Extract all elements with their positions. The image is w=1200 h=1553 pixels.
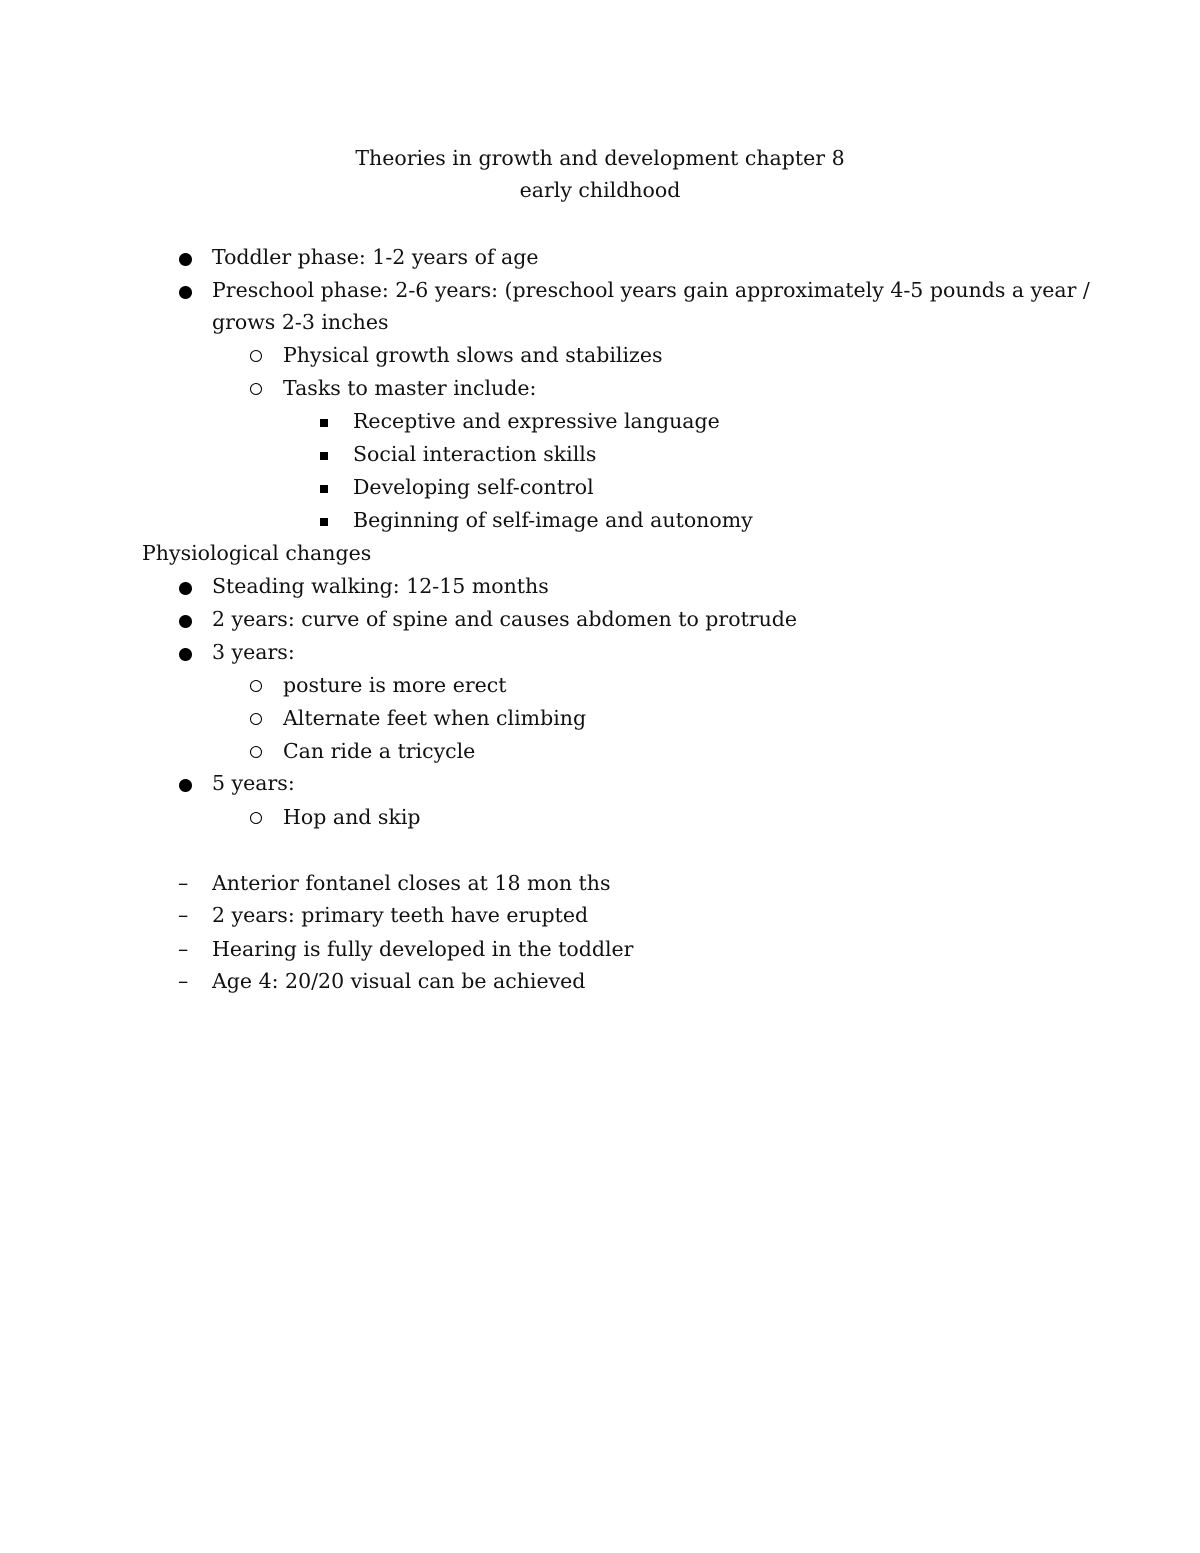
list-item-three-years-sub: Alternate feet when climbing [283, 706, 587, 730]
bullet-circle [250, 713, 262, 725]
list-item-physical-growth: Physical growth slows and stabilizes [283, 343, 663, 367]
bullet-circle [250, 383, 262, 395]
list-item-task: Receptive and expressive language [353, 409, 720, 433]
list-item-preschool-continued: grows 2-3 inches [212, 310, 389, 334]
list-item-task: Developing self-control [353, 475, 594, 499]
dash-list-item: 2 years: primary teeth have erupted [212, 903, 589, 927]
dash-list-item: Hearing is fully developed in the toddler [212, 937, 634, 961]
dash-marker: – [178, 937, 189, 961]
bullet-disc [179, 582, 192, 595]
bullet-circle [250, 350, 262, 362]
bullet-square [320, 518, 328, 526]
document-title: Theories in growth and development chapter 8 [355, 146, 845, 170]
list-item-task: Beginning of self-image and autonomy [353, 508, 753, 532]
list-item-three-years: 3 years: [212, 640, 295, 664]
list-item-three-years-sub: Can ride a tricycle [283, 739, 476, 763]
bullet-square [320, 419, 328, 427]
list-item-five-years-sub: Hop and skip [283, 805, 421, 829]
list-item-five-years: 5 years: [212, 771, 295, 795]
list-item-three-years-sub: posture is more erect [283, 673, 507, 697]
bullet-disc [179, 779, 192, 792]
list-item-preschool: Preschool phase: 2-6 years: (preschool years gain approximately 4-5 pounds a year / [212, 278, 1090, 302]
dash-marker: – [178, 903, 189, 927]
dash-marker: – [178, 871, 189, 895]
bullet-square [320, 485, 328, 493]
bullet-circle [250, 812, 262, 824]
document-subtitle: early childhood [519, 178, 681, 202]
section-heading-physiological: Physiological changes [142, 541, 372, 565]
bullet-circle [250, 746, 262, 758]
bullet-disc [179, 253, 192, 266]
dash-list-item: Anterior fontanel closes at 18 mon ths [212, 871, 611, 895]
dash-list-item: Age 4: 20/20 visual can be achieved [212, 969, 586, 993]
dash-marker: – [178, 969, 189, 993]
bullet-disc [179, 286, 192, 299]
list-item-toddler: Toddler phase: 1-2 years of age [212, 245, 539, 269]
bullet-disc [179, 648, 192, 661]
list-item-walking: Steading walking: 12-15 months [212, 574, 549, 598]
bullet-square [320, 452, 328, 460]
list-item-tasks: Tasks to master include: [283, 376, 537, 400]
list-item-two-years: 2 years: curve of spine and causes abdomen to protrude [212, 607, 798, 631]
bullet-circle [250, 680, 262, 692]
bullet-disc [179, 615, 192, 628]
list-item-task: Social interaction skills [353, 442, 597, 466]
